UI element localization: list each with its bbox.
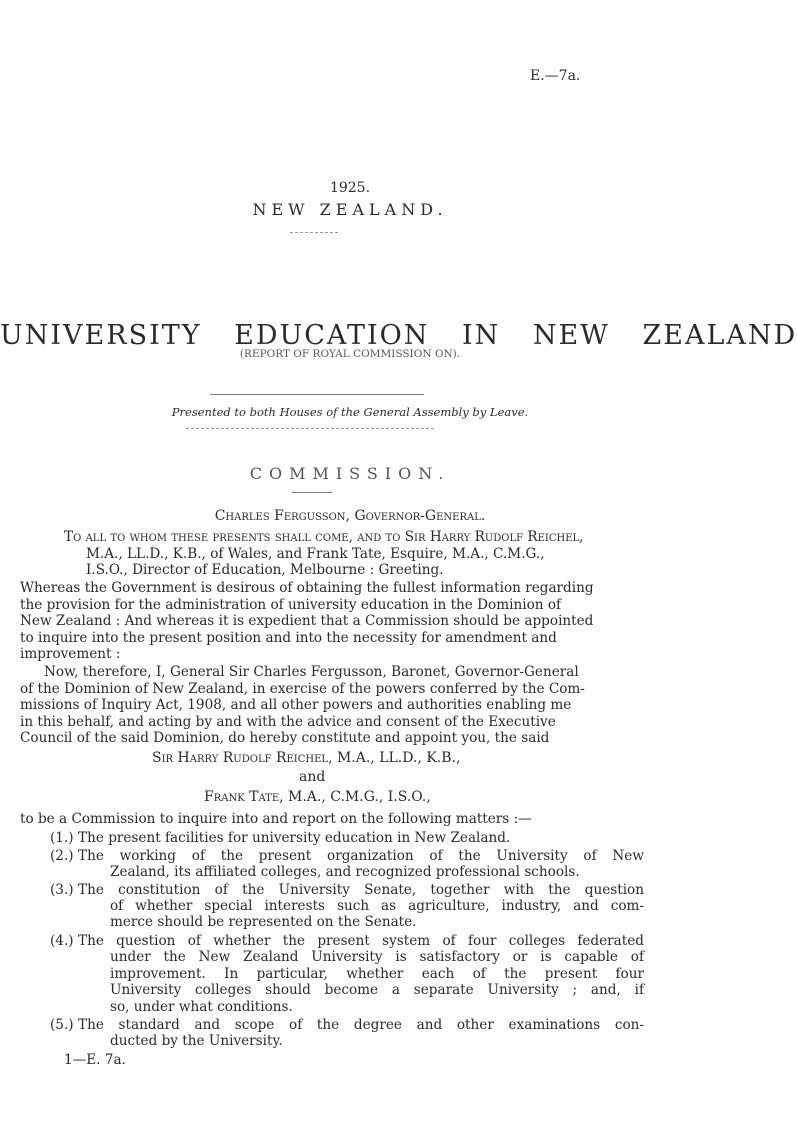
matter-text: The question of whether the present system of four colleges federated bbox=[78, 933, 644, 949]
whereas-line: to inquire into the present position and into the necessity for amendment and bbox=[20, 630, 557, 646]
divider bbox=[290, 232, 338, 233]
year: 1925. bbox=[329, 180, 371, 196]
matter-text: so, under what conditions. bbox=[110, 999, 293, 1015]
address-line: M.A., LL.D., K.B., of Wales, and Frank Tate, Esquire, M.A., C.M.G., bbox=[86, 546, 545, 562]
matter-text: of whether special interests such as agriculture, industry, and com- bbox=[110, 898, 644, 914]
matter-text: The working of the present organization of the University of New bbox=[78, 848, 644, 864]
whereas-line: improvement : bbox=[20, 646, 121, 662]
country-heading: NEW ZEALAND. bbox=[252, 200, 448, 219]
matter-number: (1.) bbox=[50, 830, 74, 846]
operative-line: Council of the said Dominion, do hereby constitute and appoint you, the said bbox=[20, 730, 550, 746]
operative-line: Now, therefore, I, General Sir Charles Fergusson, Baronet, Governor-General bbox=[44, 664, 579, 680]
matter-text: improvement. In particular, whether each of the present four bbox=[110, 966, 644, 982]
matter-text: University colleges should become a separate University ; and, if bbox=[110, 982, 644, 998]
document-title: UNIVERSITY EDUCATION IN NEW ZEALAND bbox=[0, 320, 797, 351]
matter-text: The present facilities for university education in New Zealand. bbox=[78, 830, 511, 846]
purpose-line: to be a Commission to inquire into and report on the following matters :— bbox=[20, 811, 532, 827]
presented-line: Presented to both Houses of the General Assembly by Leave. bbox=[171, 405, 529, 419]
and-word: and bbox=[299, 769, 326, 785]
matter-text: ducted by the University. bbox=[110, 1033, 283, 1049]
matter-number: (4.) bbox=[50, 933, 74, 949]
signature-mark: 1—E. 7a. bbox=[64, 1052, 126, 1068]
matter-text: Zealand, its affiliated colleges, and recognized professional schools. bbox=[110, 864, 580, 880]
matter-number: (2.) bbox=[50, 848, 74, 864]
appointee-tate: Frank Tate, M.A., C.M.G., I.S.O., bbox=[204, 789, 431, 805]
address-line: To all to whom these presents shall come, and to Sir Harry Rudolf Reichel, bbox=[64, 529, 584, 545]
operative-line: in this behalf, and acting by and with the advice and consent of the Executive bbox=[20, 714, 556, 730]
operative-line: of the Dominion of New Zealand, in exercise of the powers conferred by the Com- bbox=[20, 681, 585, 697]
matter-text: The constitution of the University Senate, together with the question bbox=[78, 882, 644, 898]
matter-text: under the New Zealand University is satisfactory or is capable of bbox=[110, 949, 644, 965]
whereas-line: the provision for the administration of university education in the Dominion of bbox=[20, 597, 562, 613]
address-line: I.S.O., Director of Education, Melbourne : Greeting. bbox=[86, 562, 444, 578]
commission-heading: COMMISSION. bbox=[249, 464, 451, 483]
matter-text: merce should be represented on the Senate. bbox=[110, 914, 417, 930]
divider bbox=[292, 492, 332, 493]
matter-text: The standard and scope of the degree and other examinations con- bbox=[78, 1017, 644, 1033]
operative-line: missions of Inquiry Act, 1908, and all other powers and authorities enabling me bbox=[20, 697, 572, 713]
divider bbox=[210, 394, 424, 395]
document-subtitle: (REPORT OF ROYAL COMMISSION ON). bbox=[239, 348, 461, 360]
governor-general: Charles Fergusson, Governor-General. bbox=[214, 508, 486, 524]
divider bbox=[186, 428, 434, 429]
whereas-line: Whereas the Government is desirous of obtaining the fullest information regarding bbox=[20, 580, 594, 596]
matter-number: (3.) bbox=[50, 882, 74, 898]
document-reference: E.—7a. bbox=[530, 68, 581, 84]
matter-number: (5.) bbox=[50, 1017, 74, 1033]
whereas-line: New Zealand : And whereas it is expedient that a Commission should be appointed bbox=[20, 613, 594, 629]
appointee-reichel: Sir Harry Rudolf Reichel, M.A., LL.D., K.B., bbox=[152, 750, 461, 766]
